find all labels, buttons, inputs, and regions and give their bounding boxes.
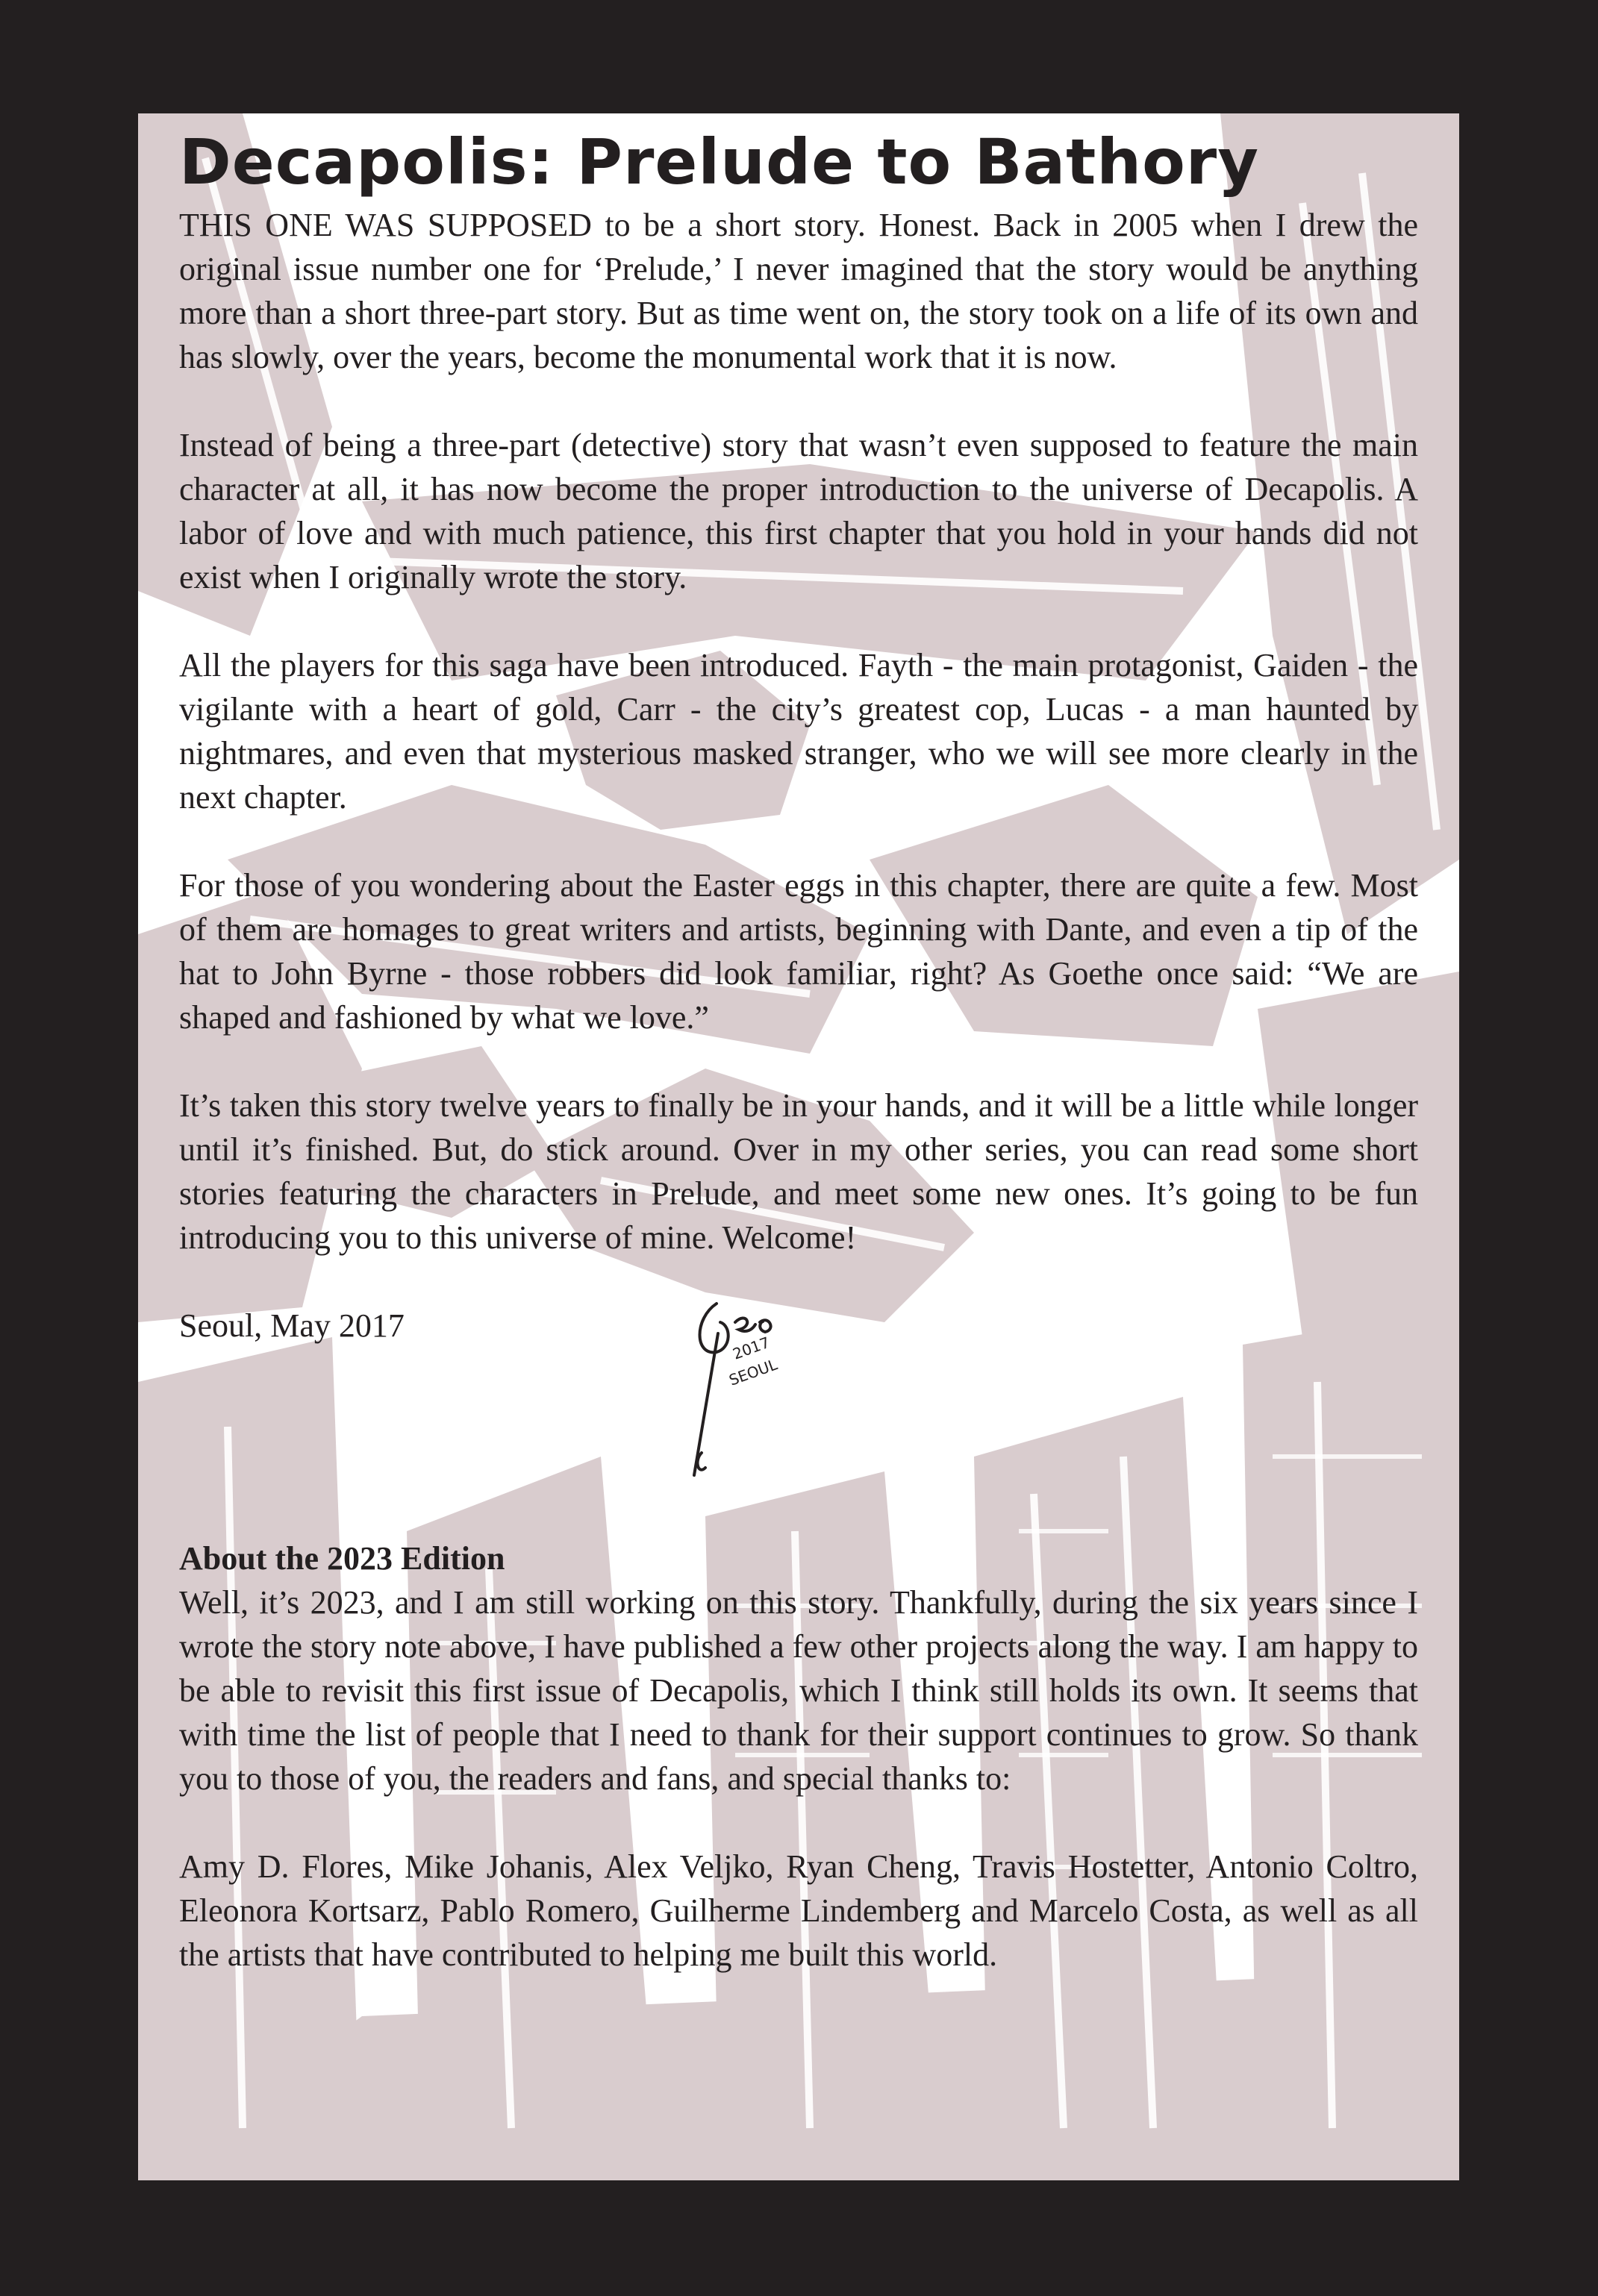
dateline: Seoul, May 2017 [179,1307,405,1344]
signature-place: SEOUL [726,1355,780,1389]
paragraph-3: All the players for this saga have been introduced. Fayth - the main protagonist, Gaiden - the vigilante with a heart of gold, Carr - the city’s greatest cop, Lucas - a man haunted by nightmares, and even that mysterious masked stranger, who we will see more clearly in the next chapter. [179,647,1418,816]
handwritten-signature [664,1289,828,1483]
paragraph-2: Instead of being a three-part (detective) story that wasn’t even supposed to feature the main character at all, it has now become the proper introduction to the universe of Decapolis. A labor of love and with much patience, this first chapter that you hold in your hands did not exist when I originally wrote the story. [179,427,1418,595]
paragraph-4: For those of you wondering about the Easter eggs in this chapter, there are quite a few. Most of them are homages to great writers and artists, beginning with Dante, and even a tip of the hat to John Byrne - those robbers did look familiar, right? As Goethe once said: “We are shaped and fashioned by what we love.” [179,867,1418,1036]
paragraph-5: It’s taken this story twelve years to finally be in your hands, and it will be a little while longer until it’s finished. But, do stick around. Over in my other series, you can read some short stories featuring the characters in Prelude, and meet some new ones. It’s going to be fun introducing you to this universe of mine. Welcome! [179,1087,1418,1256]
thanks-list: Amy D. Flores, Mike Johanis, Alex Veljko, Ryan Cheng, Travis Hostetter, Antonio Coltro, Eleonora Kortsarz, Pablo Romero, Guilherme Lindemberg and Marcelo Costa, as well as all the artists that have contributed to helping me built this world. [179,1848,1418,1973]
page-title: Decapolis: Prelude to Bathory [179,125,1259,198]
edition-heading: About the 2023 Edition [179,1540,505,1577]
paragraph-1: THIS ONE WAS SUPPOSED to be a short story. Honest. Back in 2005 when I drew the original issue number one for ‘Prelude,’ I never imagined that the story would be anything more than a short three-part story. But as time went on, the story took on a life of its own and has slowly, over the years, become the monumental work that it is now. [179,207,1418,375]
letter-content [179,113,1418,1977]
signature-row [179,1304,1418,1498]
document-page [138,113,1459,2180]
edition-body: Well, it’s 2023, and I am still working on this story. Thankfully, during the six years since I wrote the story note above, I have published a few other projects along the way. I am happy to be able to revisit this first issue of Decapolis, which I think still holds its own. It seems that with time the list of people that I need to thank for their support continues to grow. So thank you to those of you, the readers and fans, and special thanks to: [179,1584,1418,1797]
signature-year: 2017 [730,1333,773,1363]
